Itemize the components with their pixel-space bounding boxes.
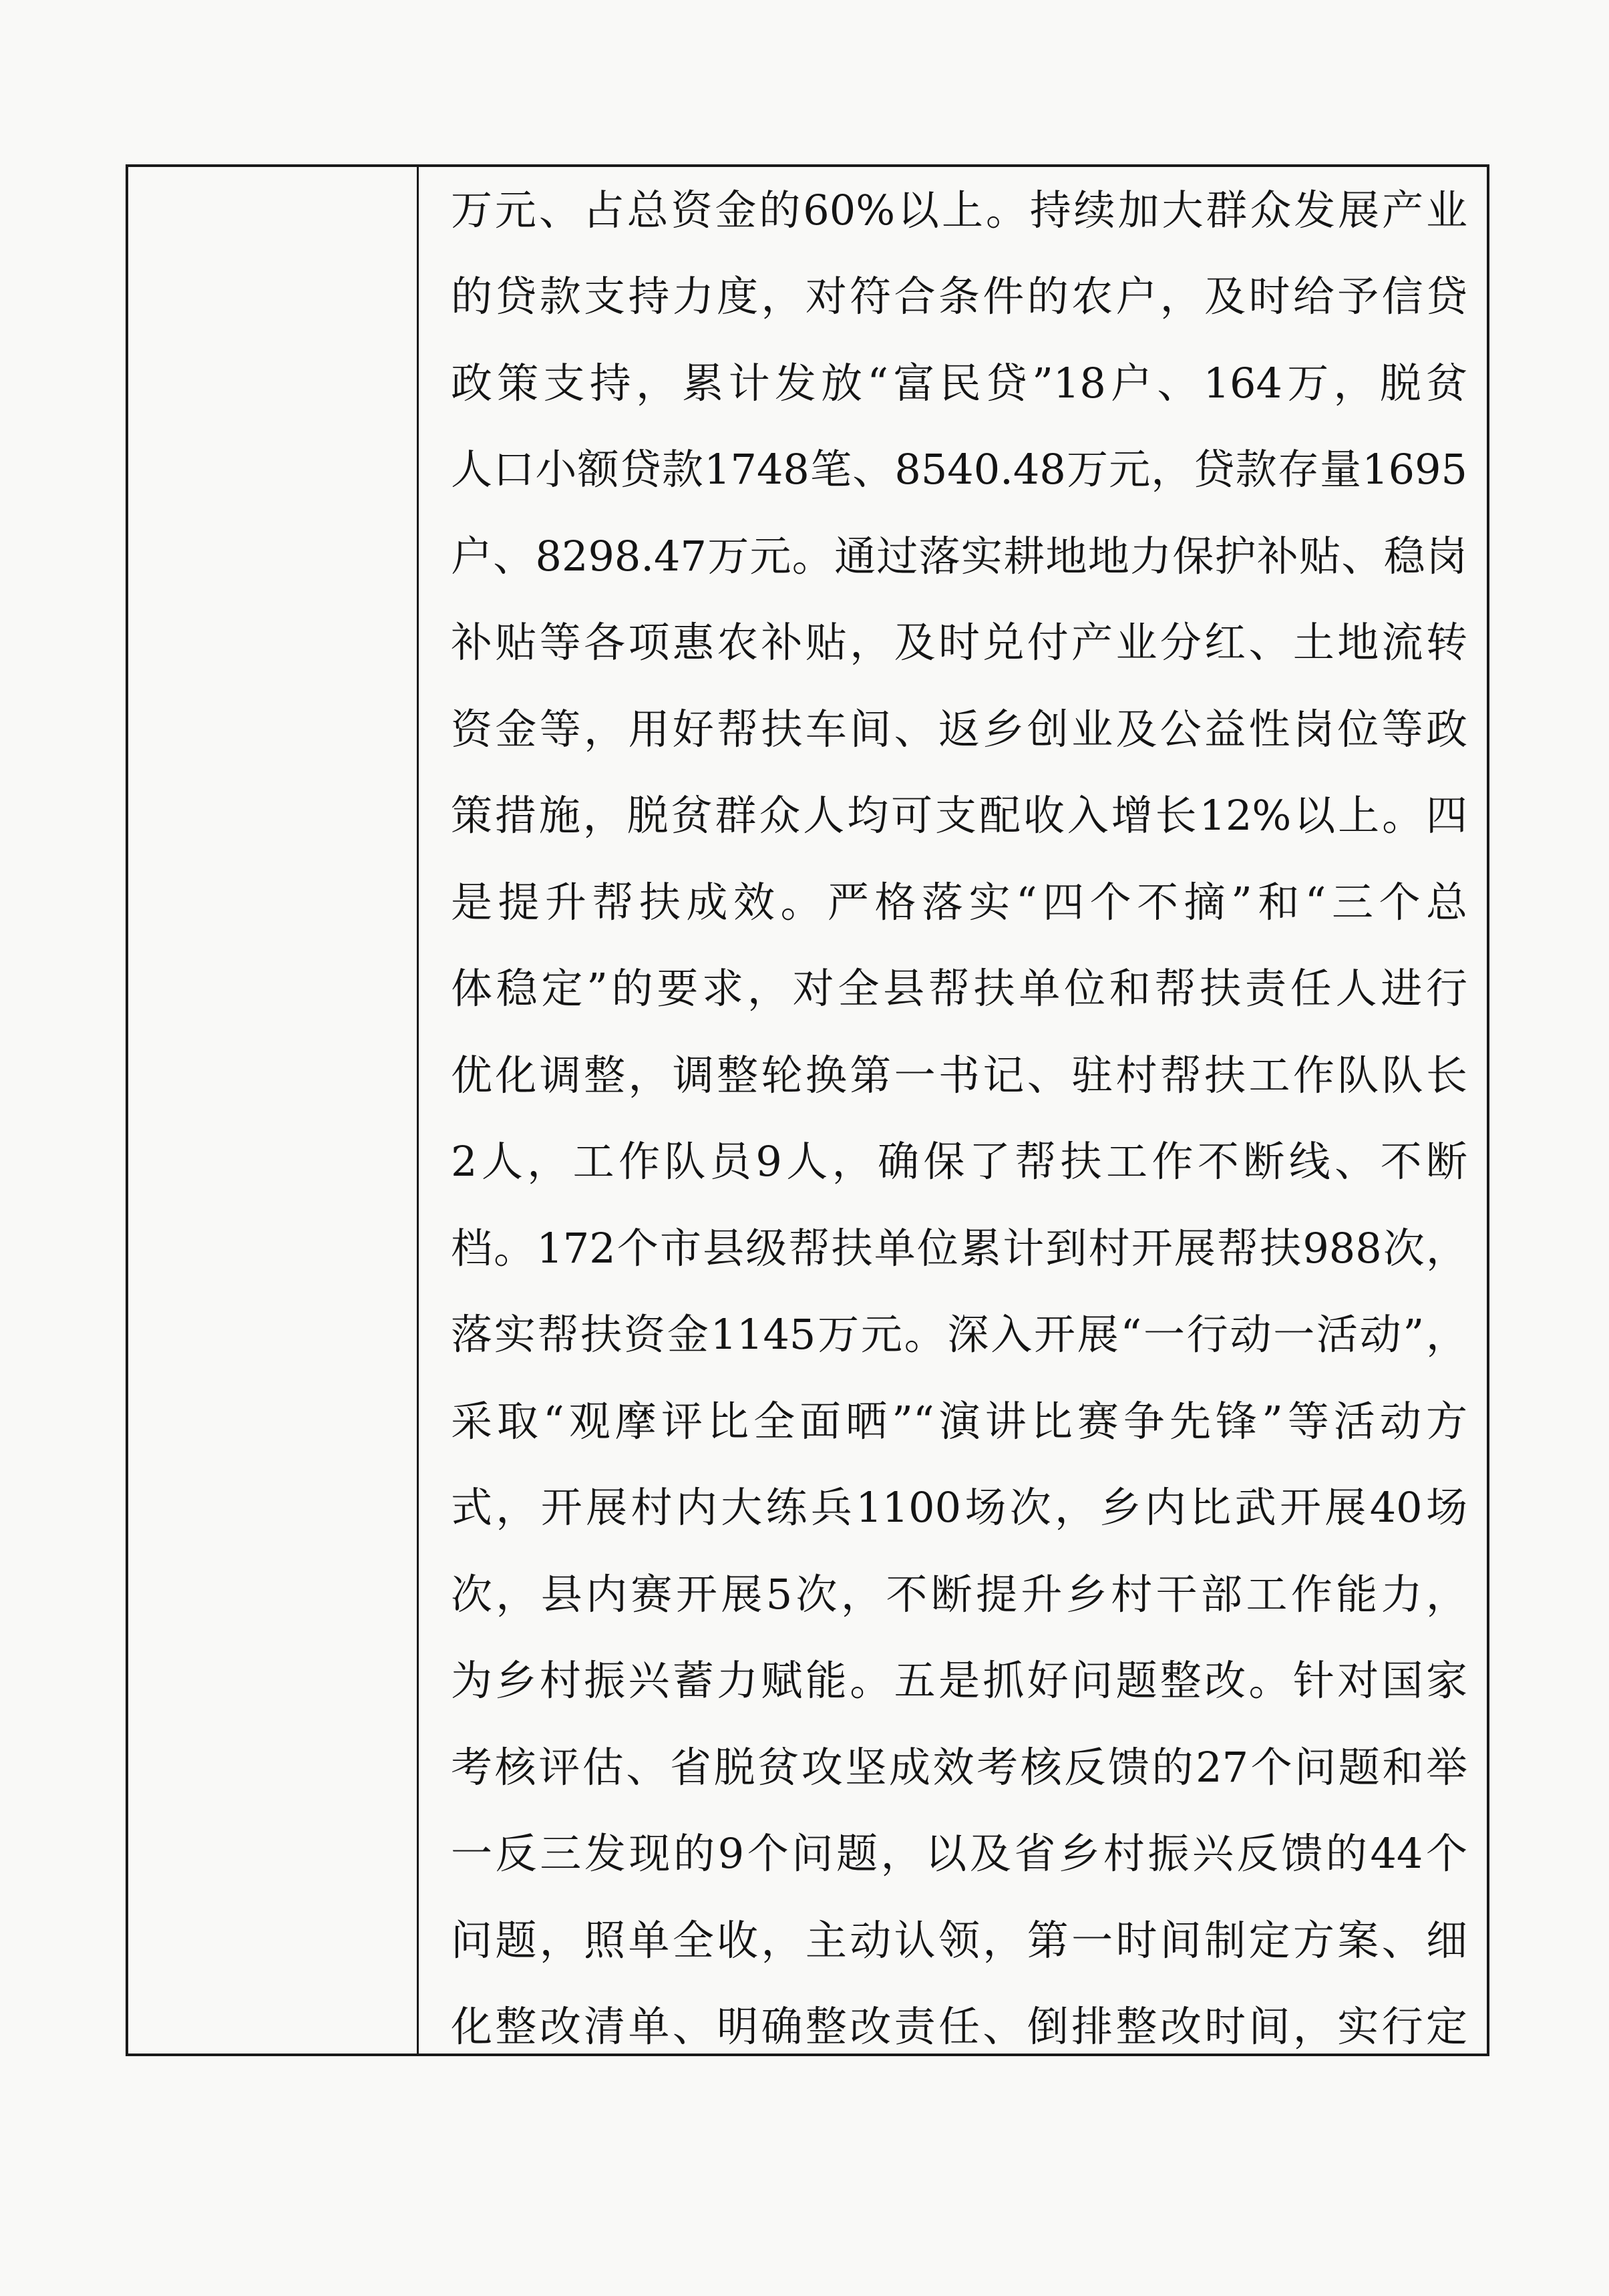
text-line: 体稳定”的要求，对全县帮扶单位和帮扶责任人进行 (451, 964, 1467, 1013)
table-frame (126, 164, 1489, 2056)
text-line: 资金等，用好帮扶车间、返乡创业及公益性岗位等政 (451, 705, 1467, 754)
text-line: 化整改清单、明确整改责任、倒排整改时间，实行定 (451, 2002, 1467, 2051)
text-line: 户、8298.47万元。通过落实耕地地力保护补贴、稳岗 (451, 532, 1467, 581)
text-line: 补贴等各项惠农补贴，及时兑付产业分红、土地流转 (451, 618, 1467, 667)
text-line: 式，开展村内大练兵1100场次，乡内比武开展40场 (451, 1483, 1467, 1532)
text-line: 是提升帮扶成效。严格落实“四个不摘”和“三个总 (451, 878, 1467, 927)
table-text-column (419, 167, 1487, 2054)
text-line: 考核评估、省脱贫攻坚成效考核反馈的27个问题和举 (451, 1743, 1467, 1792)
text-line: 次，县内赛开展5次，不断提升乡村干部工作能力， (451, 1570, 1467, 1619)
text-line: 为乡村振兴蓄力赋能。五是抓好问题整改。针对国家 (451, 1656, 1467, 1705)
text-line: 落实帮扶资金1145万元。深入开展“一行动一活动”， (451, 1310, 1467, 1359)
text-line: 优化调整，调整轮换第一书记、驻村帮扶工作队队长 (451, 1051, 1467, 1100)
text-line: 人口小额贷款1748笔、8540.48万元，贷款存量1695 (451, 445, 1467, 494)
text-line: 一反三发现的9个问题，以及省乡村振兴反馈的44个 (451, 1829, 1467, 1878)
text-line: 万元、占总资金的60%以上。持续加大群众发展产业 (451, 186, 1467, 234)
text-line: 2人，工作队员9人，确保了帮扶工作不断线、不断 (451, 1137, 1467, 1186)
text-line: 政策支持，累计发放“富民贷”18户、164万，脱贫 (451, 359, 1467, 407)
text-line: 档。172个市县级帮扶单位累计到村开展帮扶988次， (451, 1224, 1467, 1273)
text-line: 采取“观摩评比全面晒”“演讲比赛争先锋”等活动方 (451, 1397, 1467, 1446)
text-line: 的贷款支持力度，对符合条件的农户，及时给予信贷 (451, 272, 1467, 321)
table-left-column (128, 167, 419, 2054)
text-line: 策措施，脱贫群众人均可支配收入增长12%以上。四 (451, 791, 1467, 840)
text-line: 问题，照单全收，主动认领，第一时间制定方案、细 (451, 1916, 1467, 1965)
